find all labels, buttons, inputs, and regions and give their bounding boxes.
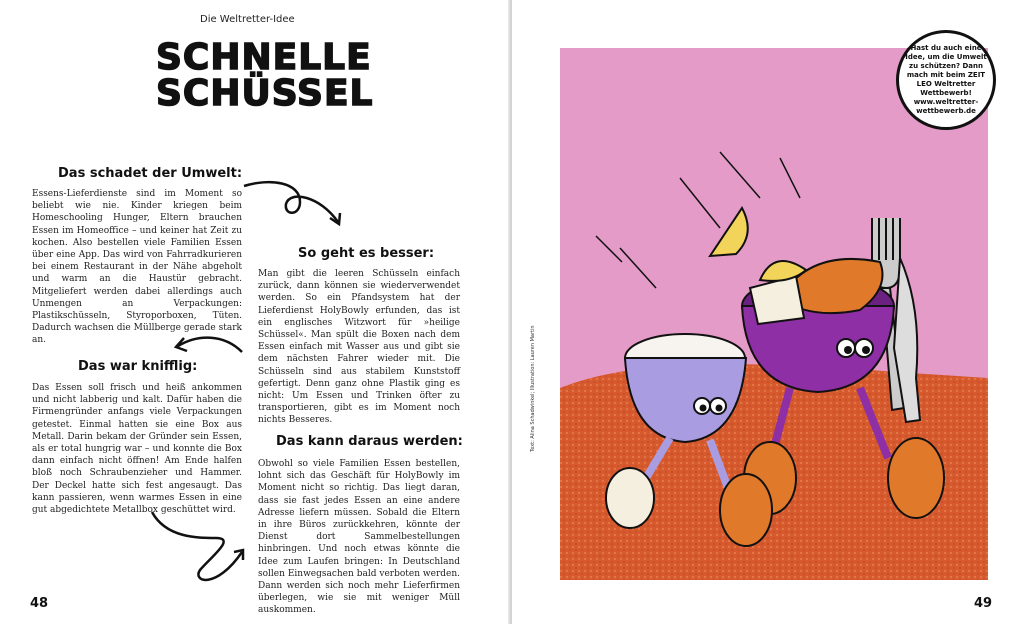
title-line-2: SCHÜSSEL — [156, 73, 374, 114]
contest-badge — [896, 30, 996, 130]
title-line-1: SCHNELLE — [156, 37, 372, 78]
section-text-2: Man gibt die leeren Schüsseln einfach zurück, dann können sie wiederverwendet werden. So ein Pfandsystem hat der Lieferdienst HolyBowly erfunden, das ist ein englisches Witzwort für »heilige Schüssel«. Man spült die Boxen nach dem Essen einfach mit Wasser aus und gibt sie dem nächsten Fahrer wieder mit. Die Schüsseln sind aus stabilem Kunststoff gefertigt. Denn ganz ohne Plastik ging es nicht: Um Essen und Trinken öfter zu transportieren, gibt es im Moment noch nichts Besseres. — [258, 269, 460, 426]
curved-arrow-icon — [240, 176, 350, 236]
section-heading-2: So geht es besser: — [298, 246, 435, 261]
page-number-left: 48 — [30, 596, 49, 611]
kicker: Die Weltretter-Idee — [200, 14, 295, 25]
illustration — [560, 48, 988, 580]
section-heading-4: Das kann daraus werden: — [276, 434, 463, 449]
section-heading-3: Das war knifflig: — [78, 359, 198, 374]
lemon-slice-icon — [710, 208, 748, 256]
curved-arrow-icon — [146, 508, 250, 594]
credit-line: Text: Alina Schadwinkel; Illustration: Lauren Martin — [530, 325, 536, 452]
section-heading-1: Das schadet der Umwelt: — [58, 166, 243, 181]
section-text-3: Das Essen soll frisch und heiß ankommen und nicht labberig und kalt. Dafür haben die Firmengründer anfangs viele Verpackungen getestet. Einmal hatten sie eine Box aus Metall. Darin bekam der Gründer sein Essen, als er total hungrig war – und konnte die Box dann einfach nicht öffnen! Am Ende halfen bloß noch Schraubenzieher und Hammer. Der Deckel hatte sich fest angesaugt. Das kann passieren, wenn warmes Essen in eine gut abgedichtete Metallbox geschüttet wird. — [32, 383, 242, 516]
section-text-1: Essens-Lieferdienste sind im Moment so beliebt wie nie. Kinder kriegen beim Homeschooling Hunger, Eltern brauchen Essen im Homeoffice – und keiner hat Zeit zu kochen. Also bestellen viele Familien Essen über eine App. Das wird von Fahrradkurieren bei einem Restaurant in der Nähe abgeholt und warm an die Haustür gebracht. Mitgeliefert werden dabei allerdings auch Unmengen an Verpackungen: Plastikschüsseln, Styroporboxen, Tüten. Dadurch wachsen die Müllberge gerade stark an. — [32, 189, 242, 346]
left-page — [0, 0, 510, 624]
page-title — [156, 37, 374, 114]
illustration-art — [560, 48, 988, 580]
page-number-right: 49 — [974, 596, 993, 611]
section-text-4: Obwohl so viele Familien Essen bestellen, lohnt sich das Geschäft für HolyBowly im Moment nicht so richtig. Das liegt daran, dass sie fast jedes Essen an eine andere Adresse liefern müssen. Sobald die Eltern in ihre Büros zurückkehren, könnte der Dienst dort Sammelbestellungen hinbringen. Und noch etwas könnte die Idee zum Laufen bringen: In Deutschland sollen Einwegsachen bald verboten werden. Dann werden sich noch mehr Lieferfirmen überlegen, wie sie mit weniger Müll auskommen. — [258, 459, 460, 616]
curved-arrow-icon — [168, 330, 248, 362]
badge-text: Hast du auch eine Idee, um die Umwelt zu schützen? Dann mach mit beim ZEIT LEO Weltretter Wettbewerb! www.weltretter-wettbewerb.de — [905, 44, 987, 115]
